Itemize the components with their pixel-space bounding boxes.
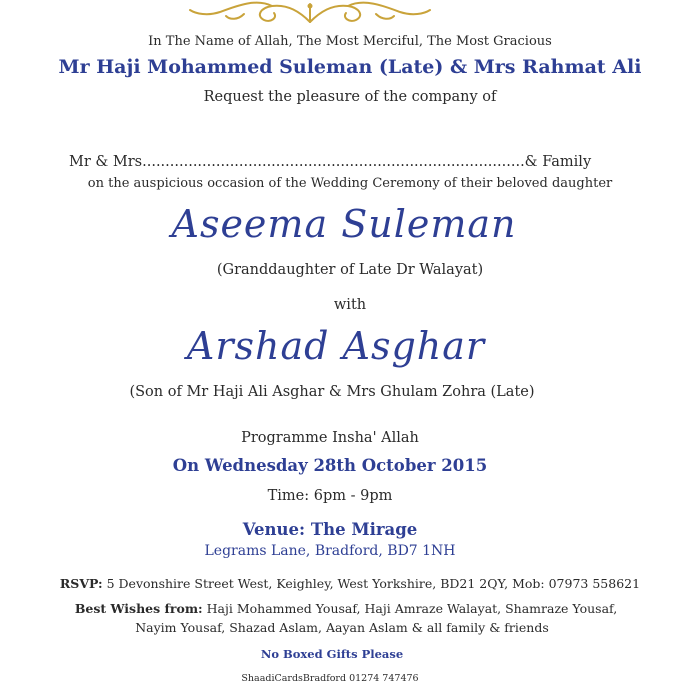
bride-name: Aseema Suleman xyxy=(171,202,517,246)
with-text: with xyxy=(333,297,367,313)
event-time: Time: 6pm - 9pm xyxy=(267,488,393,504)
wishes-names-1: Haji Mohammed Yousaf, Haji Amraze Walayat, Shamraze Yousaf, xyxy=(206,601,618,616)
bride-note: (Granddaughter of Late Dr Walayat) xyxy=(216,262,484,278)
groom-note: (Son of Mr Haji Ali Asghar & Mrs Ghulam Zohra (Late) xyxy=(129,384,535,400)
hosts-names: Mr Haji Mohammed Suleman (Late) & Mrs Rahmat Ali xyxy=(58,56,642,78)
rsvp-text: 5 Devonshire Street West, Keighley, West Yorkshire, BD21 2QY, Mob: 07973 558621 xyxy=(106,576,641,591)
wishes-line-1 xyxy=(0,601,696,616)
gifts-note: No Boxed Gifts Please xyxy=(260,647,404,661)
groom-name: Arshad Asghar xyxy=(186,324,486,368)
wishes-line-2: Nayim Yousaf, Shazad Aslam, Aayan Aslam & all family & friends xyxy=(135,620,549,635)
wishes-label: Best Wishes from: xyxy=(74,601,203,616)
venue-address: Legrams Lane, Bradford, BD7 1NH xyxy=(204,543,456,559)
opening-blessing: In The Name of Allah, The Most Merciful, The Most Gracious xyxy=(148,34,552,49)
event-date: On Wednesday 28th October 2015 xyxy=(172,456,488,475)
rsvp-label: RSVP: xyxy=(59,576,103,591)
occasion-text: on the auspicious occasion of the Wedding Ceremony of their beloved daughter xyxy=(87,176,613,191)
venue-name: Venue: The Mirage xyxy=(242,520,418,539)
programme-text: Programme Insha' Allah xyxy=(241,430,419,446)
guest-line: Mr & Mrs...................................................................................& Family xyxy=(69,154,592,170)
request-text: Request the pleasure of the company of xyxy=(203,89,497,105)
printer-credit: ShaadiCardsBradford 01274 747476 xyxy=(241,673,419,684)
gold-flourish-ornament xyxy=(160,0,460,30)
rsvp-line xyxy=(0,576,700,591)
